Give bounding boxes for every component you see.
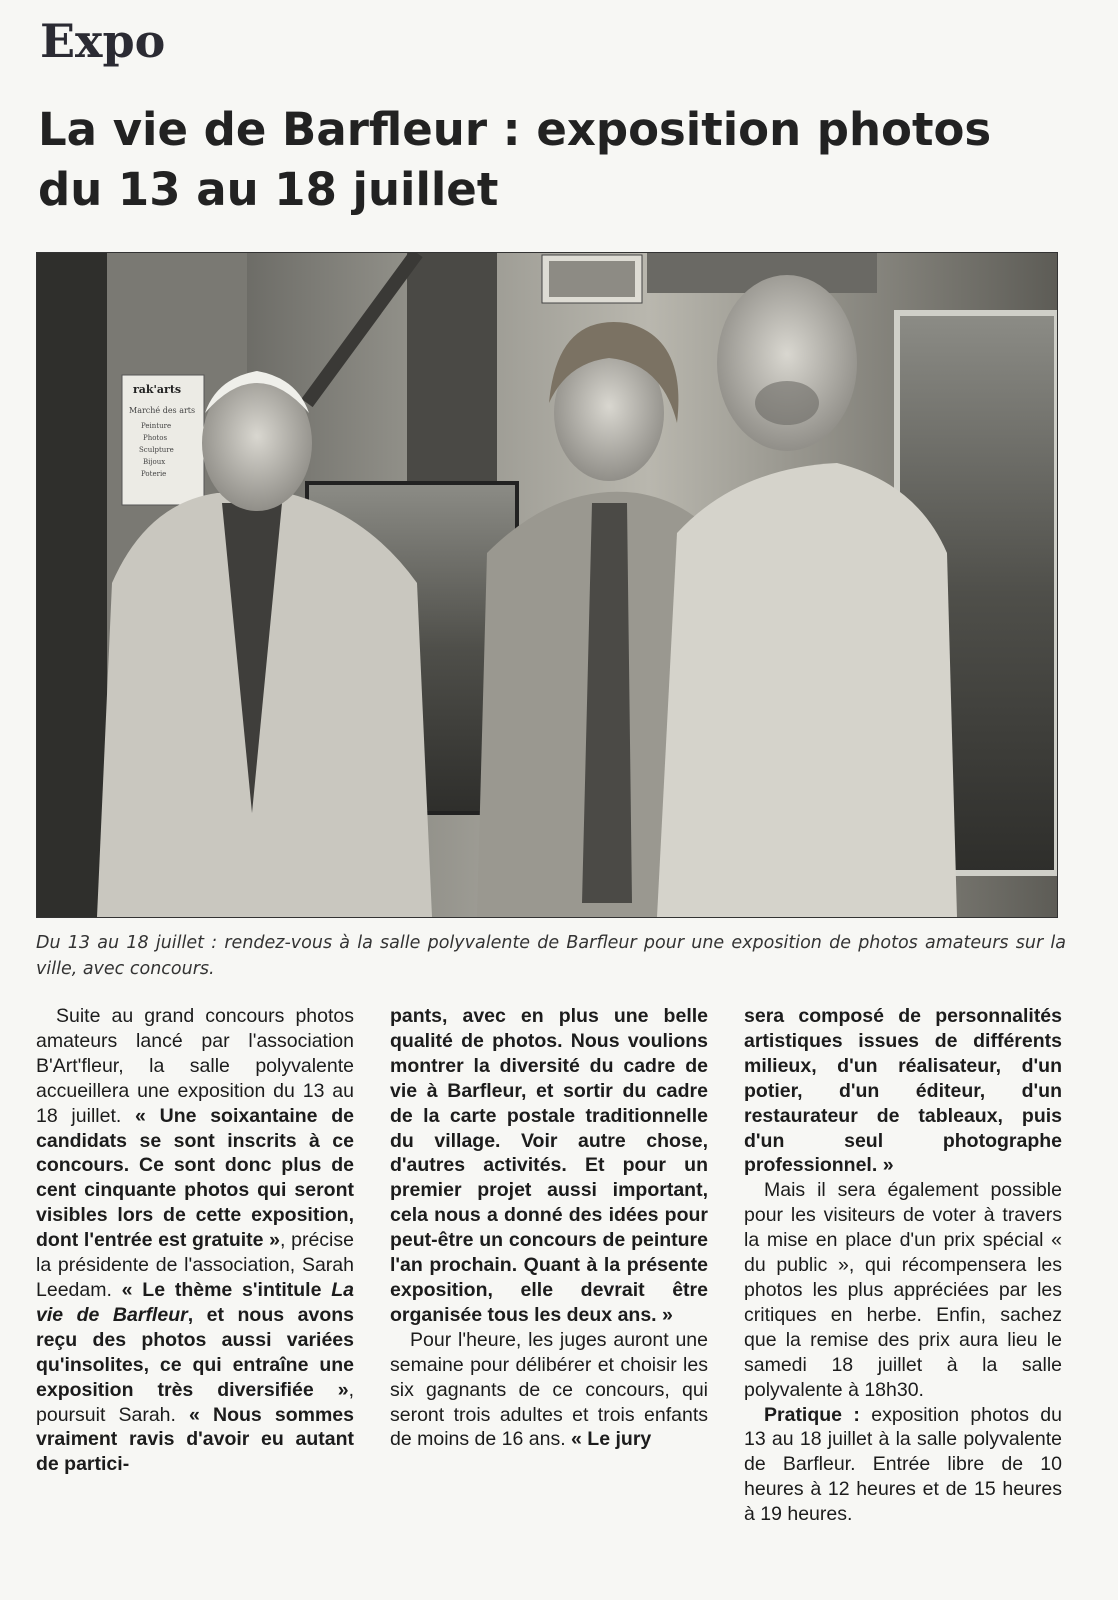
practical-label: Pratique : <box>764 1403 860 1426</box>
paragraph <box>744 1004 1062 1178</box>
text: , poursuit Sarah. <box>36 1378 354 1426</box>
quote: « Une soixantaine de candidats se sont inscrits à ce concours. Ce sont donc plus de cent cinquante photos qui seront visibles lors de cette exposition, dont l'entrée est gratuite » <box>36 1104 355 1252</box>
text: Suite au grand concours photos amateurs lancé par l'association B'Art'fleur, la salle polyvalente accueillera une exposition du 13 au 18 juillet. <box>36 1005 354 1127</box>
quote: « Le thème s'intitule <box>121 1278 322 1301</box>
article-body <box>36 1004 1064 1574</box>
poster-line: Poterie <box>141 470 167 478</box>
practical-info: exposition photos du 13 au 18 juillet à la salle polyvalente de Barfleur. Entrée libre de 10 heures à 12 heures et de 15 heures à 19 heures. <box>744 1403 1062 1526</box>
paragraph <box>390 1328 708 1453</box>
quote: pants, avec en plus une belle qualité de photos. Nous voulions montrer la diversité du cadre de vie à Barfleur, et sortir du cadre de la carte postale traditionnelle du village. Voir autre chose, d'autres activités. Et pour un premier projet aussi important, cela nous a donné des idées pour peut-être un concours de peinture l'an prochain. Quant à la présente exposition, elle devrait être organisée tous les deux ans. » <box>390 1005 708 1326</box>
article-column-1 <box>36 1004 354 1477</box>
text: , précise la présidente de l'association, Sarah Leedam. <box>36 1229 354 1301</box>
paragraph <box>36 1004 354 1477</box>
poster-line: Marché des arts <box>129 406 196 415</box>
poster-line: Bijoux <box>143 458 166 466</box>
photo-caption: Du 13 au 18 juillet : rendez-vous à la salle polyvalente de Barfleur pour une exposition de photos amateurs sur la ville, avec concours. <box>36 933 1066 979</box>
headline-line-1: La vie de Barfleur : exposition photos <box>38 103 992 156</box>
section-rubric: Expo <box>40 14 166 68</box>
paragraph <box>744 1403 1062 1528</box>
quote: « Le jury <box>571 1428 652 1451</box>
poster-title: rak'arts <box>133 383 182 396</box>
poster-line: Photos <box>143 434 168 442</box>
headline-line-2: du 13 au 18 juillet <box>38 163 499 216</box>
theme-title: La vie de Barfleur <box>36 1278 354 1326</box>
article-headline <box>38 100 1088 220</box>
quote: , et nous avons reçu des photos aussi variées qu'insolites, ce qui entraîne une exposition très diversifiée » <box>36 1303 354 1401</box>
paragraph <box>744 1178 1062 1402</box>
poster-line: Peinture <box>141 422 172 430</box>
text: Mais il sera également possible pour les visiteurs de voter à travers la mise en place d'un prix spécial « du public », qui récompensera les photos les plus appréciées par les critiques en herbe. Enfin, sachez que la remise des prix aura lieu le samedi 18 juillet à la salle polyvalente à 18h30. <box>744 1179 1062 1401</box>
article-column-3 <box>744 1004 1062 1527</box>
article-photo <box>36 252 1058 918</box>
article-column-2 <box>390 1004 708 1452</box>
text: Pour l'heure, les juges auront une semaine pour délibérer et choisir les six gagnants de ce concours, qui seront trois adultes et trois enfants de moins de 16 ans. <box>390 1328 708 1451</box>
quote: sera composé de personnalités artistiques issues de différents milieux, d'un réalisateur, d'un potier, d'un éditeur, d'un restaurateur de tableaux, puis d'un seul photographe professionnel. » <box>744 1005 1062 1177</box>
photo-scene <box>37 253 1057 917</box>
poster-line: Sculpture <box>139 446 174 454</box>
quote: « Nous sommes vraiment ravis d'avoir eu autant de partici- <box>36 1403 354 1476</box>
paragraph <box>390 1004 708 1328</box>
